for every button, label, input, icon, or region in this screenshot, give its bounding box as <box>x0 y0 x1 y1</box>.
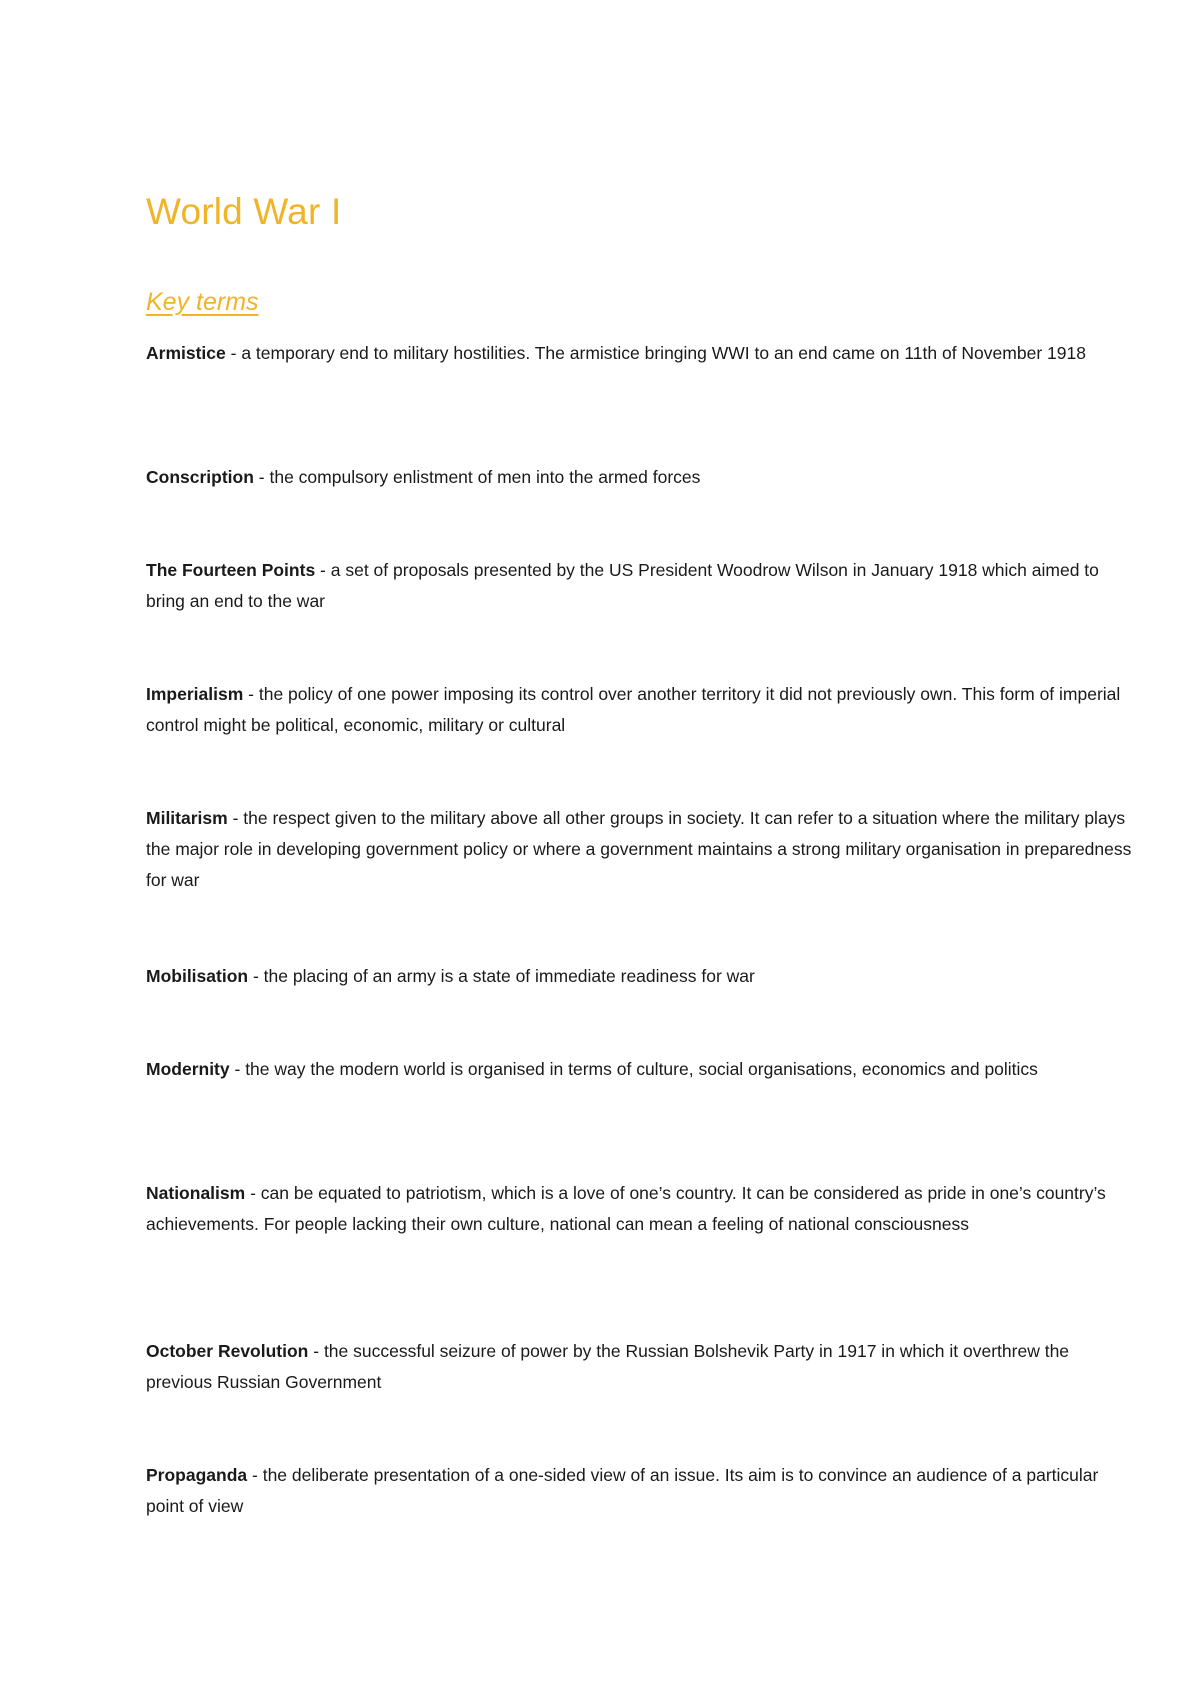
term-name: Imperialism <box>146 684 244 704</box>
document-title: World War I <box>146 191 342 232</box>
term-definition: can be equated to patriotism, which is a love of one’s country. It can be considered as pride in one’s country’s achievements. For people lacking their own culture, national can mean a feeling of national consciousness <box>146 1183 1106 1234</box>
term-entry-nationalism <box>146 1178 1136 1240</box>
term-definition: the way the modern world is organised in terms of culture, social organisations, economics and politics <box>245 1059 1038 1079</box>
term-entry-modernity <box>146 1054 1038 1085</box>
term-definition: the placing of an army is a state of immediate readiness for war <box>263 966 755 986</box>
term-name: Militarism <box>146 808 228 828</box>
term-name: Propaganda <box>146 1465 248 1485</box>
section-heading-key-terms: Key terms <box>146 288 259 316</box>
term-name: October Revolution <box>146 1341 309 1361</box>
term-definition: the compulsory enlistment of men into the armed forces <box>269 467 701 487</box>
term-separator: - <box>229 1059 246 1079</box>
term-separator: - <box>308 1341 324 1361</box>
term-separator: - <box>248 966 264 986</box>
term-entry-conscription <box>146 462 700 493</box>
term-entry-october-revolution <box>146 1336 1136 1398</box>
term-name: Mobilisation <box>146 966 249 986</box>
term-definition: the respect given to the military above all other groups in society. It can refer to a situation where the military plays the major role in developing government policy or where a government maintains a strong military organisation in preparedness for war <box>146 808 1132 890</box>
term-name: Conscription <box>146 467 254 487</box>
term-entry-imperialism <box>146 679 1136 741</box>
term-definition: a temporary end to military hostilities. The armistice bringing WWI to an end came on 11th of November 1918 <box>241 343 1086 363</box>
term-entry-propaganda <box>146 1460 1136 1522</box>
term-entry-militarism <box>146 803 1136 896</box>
term-name: Armistice <box>146 343 226 363</box>
term-entry-mobilisation <box>146 961 755 992</box>
term-definition: the deliberate presentation of a one-sided view of an issue. Its aim is to convince an audience of a particular point of view <box>146 1465 1099 1516</box>
term-separator: - <box>253 467 270 487</box>
term-separator: - <box>315 560 331 580</box>
term-separator: - <box>227 808 244 828</box>
term-name: Nationalism <box>146 1183 246 1203</box>
term-name: The Fourteen Points <box>146 560 316 580</box>
term-separator: - <box>245 1183 261 1203</box>
term-separator: - <box>247 1465 263 1485</box>
term-entry-armistice <box>146 338 1086 369</box>
term-name: Modernity <box>146 1059 230 1079</box>
term-separator: - <box>243 684 259 704</box>
term-entry-fourteen-points <box>146 555 1136 617</box>
term-separator: - <box>225 343 242 363</box>
term-definition: a set of proposals presented by the US President Woodrow Wilson in January 1918 which aimed to bring an end to the war <box>146 560 1099 611</box>
term-definition: the policy of one power imposing its control over another territory it did not previously own. This form of imperial control might be political, economic, military or cultural <box>146 684 1121 735</box>
term-definition: the successful seizure of power by the Russian Bolshevik Party in 1917 in which it overthrew the previous Russian Government <box>146 1341 1070 1392</box>
